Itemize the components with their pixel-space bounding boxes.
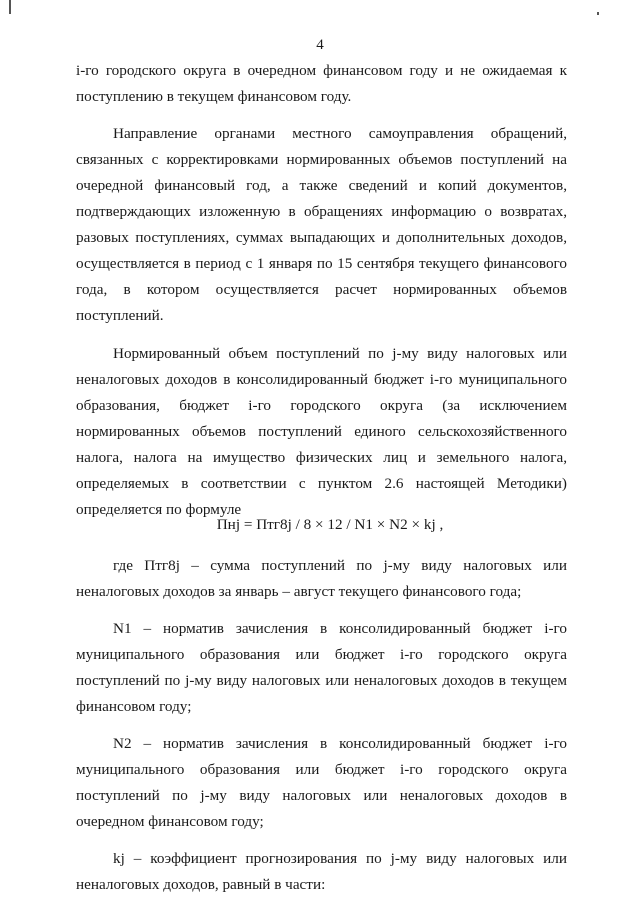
paragraph-n2: N2 – норматив зачисления в консолидированный бюджет i-го муниципального образования или бюджет i-го городского округа поступлений по j-му виду налоговых или неналоговых доходов в очередном финансовом году;	[76, 735, 567, 830]
paragraph-kj: kj – коэффициент прогнозирования по j-му виду налоговых или неналоговых доходов, равный в части:	[76, 850, 567, 893]
scan-mark-right	[597, 12, 599, 15]
paragraph-n1: N1 – норматив зачисления в консолидированный бюджет i-го муниципального образования или бюджет i-го городского округа поступлений по j-му виду налоговых или неналоговых доходов в текущем финансовом году;	[76, 620, 567, 715]
paragraph-where-pt: где Птг8j – сумма поступлений по j-му виду налоговых или неналоговых доходов за январь – август текущего финансового года;	[76, 557, 567, 600]
paragraph-requests-schedule: Направление органами местного самоуправления обращений, связанных с корректировками нормированных объемов поступлений на очередной финансовый год, а также сведений и копий документов, подтверждающих изложенную в обращениях информацию о возвратах, разовых поступлениях, суммах выпадающих и дополнительных доходов, осуществляется в период с 1 января по 15 сентября текущего финансового года, в котором осуществляется расчет нормированных объемов поступлений.	[76, 125, 567, 324]
scan-mark-left	[9, 0, 11, 14]
body-text-top	[76, 58, 567, 523]
body-text-bottom	[76, 553, 567, 898]
formula: Пнj = Птг8j / 8 × 12 / N1 × N2 × kj ,	[216, 516, 444, 533]
page-number: 4	[316, 37, 324, 53]
paragraph-normalized-volume: Нормированный объем поступлений по j-му виду налоговых или неналоговых доходов в консолидированный бюджет i-го муниципального образования, бюджет i-го городского округа (за исключением нормированных объемов поступлений единого сельскохозяйственного налога, налога на имущество физических лиц и земельного налога, определяемых в соответствии с пунктом 2.6 настоящей Методики) определяется по формуле	[76, 345, 567, 518]
paragraph-continuation: i-го городского округа в очередном финансовом году и не ожидаемая к поступлению в текущем финансовом году.	[76, 62, 567, 105]
